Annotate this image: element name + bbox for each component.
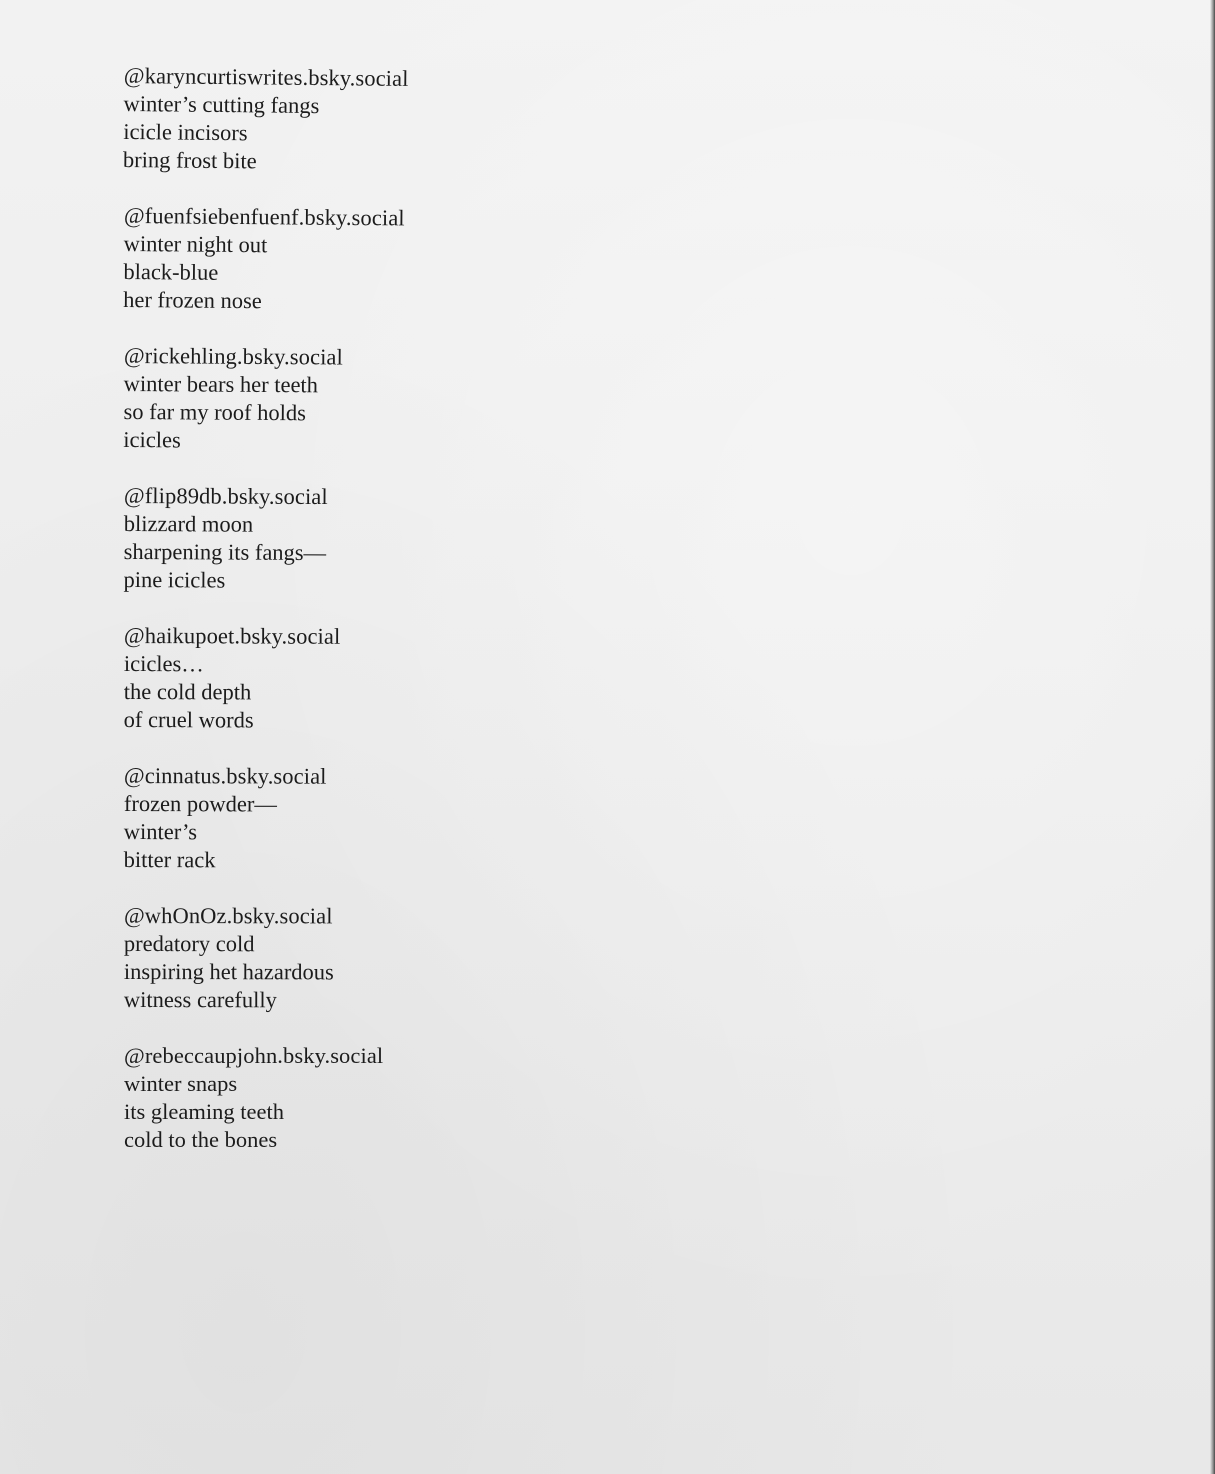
poem-entry (123, 202, 544, 318)
poem-author-handle: @rickehling.bsky.social (123, 342, 344, 370)
poem-line: winter’s cutting fangs (123, 90, 320, 119)
poem-entry (123, 342, 544, 457)
poem-author-handle: @flip89db.bsky.social (123, 483, 328, 510)
poem-author-handle: @rebeccaupjohn.bsky.social (124, 1043, 384, 1068)
poem-line: predatory cold (123, 930, 255, 957)
poem-entry (123, 482, 544, 596)
poem-line: cold to the bones (124, 1127, 278, 1152)
poem-line: bring frost bite (122, 146, 257, 174)
poem-line: pine icicles (123, 566, 226, 593)
poem-list (124, 62, 544, 1182)
poem-line: winter night out (123, 230, 268, 258)
poem-line: bitter rack (123, 846, 216, 873)
poem-line: sharpening its fangs— (123, 538, 327, 566)
poem-entry (124, 902, 544, 1015)
poem-line: the cold depth (123, 678, 252, 705)
poem-line: icicles… (123, 650, 204, 677)
paper-edge-shadow (1210, 0, 1215, 1474)
poem-entry (124, 1042, 544, 1154)
poem-entry (124, 762, 544, 875)
poem-line: its gleaming teeth (124, 1099, 284, 1124)
poem-entry (123, 62, 544, 178)
poem-line: so far my roof holds (123, 398, 307, 426)
poem-line: her frozen nose (123, 286, 262, 314)
poem-author-handle: @haikupoet.bsky.social (123, 623, 341, 649)
poem-author-handle: @cinnatus.bsky.social (123, 763, 327, 789)
poem-line: winter’s (123, 818, 198, 845)
poem-line: winter snaps (124, 1071, 238, 1096)
poem-line: black-blue (123, 258, 219, 285)
poem-author-handle: @karyncurtiswrites.bsky.social (123, 62, 409, 91)
poem-line: icicles (123, 426, 181, 453)
poem-line: of cruel words (123, 706, 254, 733)
poem-line: winter bears her teeth (123, 370, 319, 398)
poem-line: witness carefully (123, 986, 277, 1013)
poem-line: icicle incisors (123, 118, 248, 146)
poem-entry (124, 622, 544, 735)
poem-author-handle: @whOnOz.bsky.social (123, 903, 333, 929)
poem-author-handle: @fuenfsiebenfuenf.bsky.social (123, 202, 405, 231)
poem-line: blizzard moon (123, 510, 254, 537)
poem-line: inspiring het hazardous (123, 958, 334, 985)
poem-line: frozen powder— (123, 790, 277, 817)
